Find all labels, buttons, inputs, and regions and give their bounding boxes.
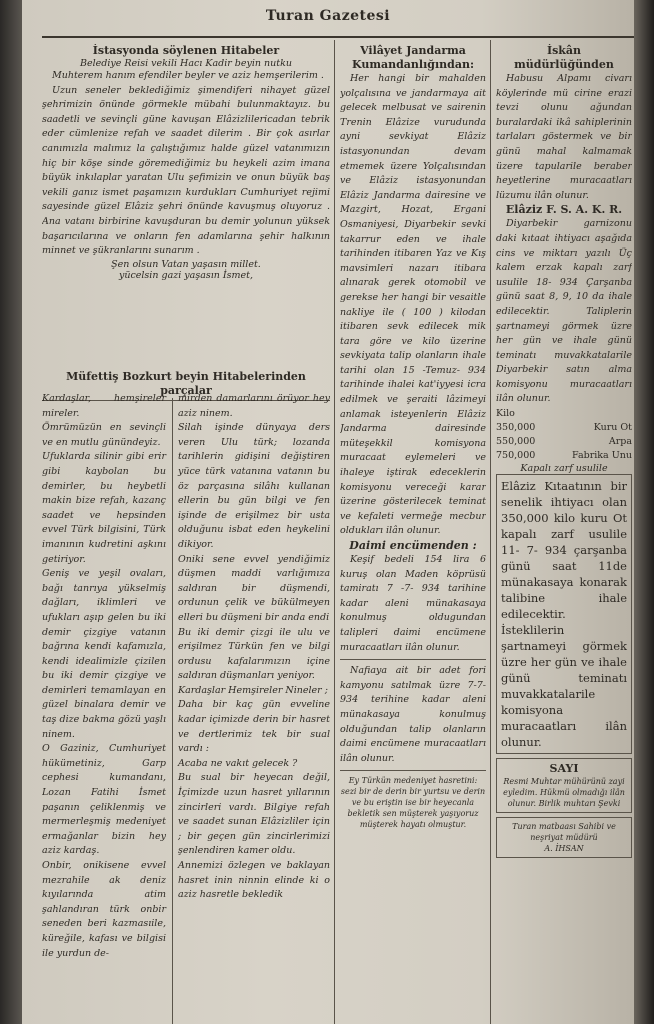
article-title: Müfettiş Bozkurt beyin Hitabelerinden parçalar [42,370,330,401]
notice-subtitle: Elâziz F. S. A. K. R. [505,203,623,217]
column-divider [334,40,335,1024]
paragraph: Keşif bedeli 154 lira 6 kuruş olan Maden köprüsü tamiratı 7 -7- 934 tarihine kadar aleni münakasaya konulmuş oldugundan talipleri daimi encümene muracaatları ilân olunur. [340,554,486,653]
notice-body [496,72,632,203]
notice-title: İskân müdürlüğünden [514,44,614,71]
paragraph: Uzun seneler beklediğimiz şimendiferi nihayet güzel şehrimizin önünde görmekle mübahi bulunmaktayız. bu saadetli ve sevinçli güne kavuşan Elâzizlilericadan tebrik eder cümlenize refah ve saadet dilerim . Bir çok asırlar canımızla malımız la çalıştığımız halde güzel vatanımızın hiç bir köşe sinde göremediğimiz bu heykeli azim imana büyük inkılaplar yaratan Ulu şefimizin ve onun büyük baş vekili ganız ismet paşamızın kurdukları Cumhuriyet rejimi sayesinde güzel Elâziz şehri önünde kavuşmuş oluyoruz . Ana vatanı birbirine kavuşduran bu demir yolunun yüksek başarıcılarına ve onların fen adamlarına şehir halkının minnet ve şükranlarını sunarım . [42,84,330,257]
notice-subtitle: Daimi encümenden : [349,539,477,552]
press-imprint [496,817,632,858]
price-row [496,435,632,449]
paragraph: Nafiaya ait bir adet fori kamyonu satılmak üzre 7-7- 934 terihine kadar aleni münakasaya konulmuş olduğundan talip olanların daimi encümene muracaatları ilân olunur. [340,665,486,764]
price-item: Fabrika Unu [572,450,632,462]
article-body-right: mirden damarlarını örüyor hey aziz ninem. Silah işinde dünyaya ders veren Ulu türk; lozanda tarihlerin gidişini değiştiren yüce türk vatanına vatanın bu öz parçasına silâhı kullanan ellerin bu gün bilgi ve fen işinde de erişilmez bir usta olduğunu isbat eden heykelini dikiyor. Oniki sene evvel yendiğimiz düşmen maddi varlığımıza saldıran bir düşmendi, ordunun çelik ve bükülmeyen elleri bu düşmeni bir anda endi Bu iki demir çizgi ile ulu ve erişilmez Türkün fen ve bilgi ordusu kafalarımızın içine saldıran düşmanları yeniyor. Kardaşlar Hemşireler Nineler ; Daha bir kaç gün evveline kadar içimizde derin bir hasret ve dertlerimiz tek bir sual vardı : Acaba ne vakıt gelecek ? Bu sual bir heyecan değil, İçimizde uzun hasret yıllarının zincirleri vardı. Bilgiye refah ve saadet sunan Elâzizliler için ; bir geçen gün zincirlerimizi şenlendiren kamer oldu. Annemizi özlegen ve baklayan hasret inin ninnin elinde ki o aziz hasretle bekledik [178,393,330,901]
closing-line: Şen olsun Vatan yaşasın millet. [111,258,261,270]
press-name: Turan matbaası Sahibi ve neşriyat müdürü [512,822,616,843]
price-list [496,407,632,463]
press-editor: A. İHSAN [544,844,584,854]
column-divider [490,40,491,1024]
price-header [496,407,632,421]
lost-seal-notice [496,758,632,813]
notice-title: Vilâyet Jandarma Kumandanlığından: [352,44,474,71]
article-byline: Belediye Reisi vekili Hacı Kadir beyin nutku [80,58,292,69]
price-row [496,421,632,435]
notice-body [340,72,486,539]
article-station-speeches [42,44,330,362]
price-header-label: Kilo [496,408,515,420]
notice-body [340,553,486,655]
newspaper-page [22,0,634,1024]
page-edge [634,0,654,1024]
footer-note: Ey Türkün medeniyet hasretini: sezi bir de derin bir yurtsu ve derin ve bu eriştin ise bir heyecanla bekletik sen müşterek yaşıyoruz müşterek hayatı olmuştur. [340,776,486,830]
masthead-rule [42,36,634,38]
notice-body [496,217,632,407]
masthead: Turan Gazetesi [265,8,391,24]
article-inspector-speech [42,370,330,1024]
settlement-notices [496,44,632,1024]
price-qty: 350,000 [496,422,536,434]
paragraph: Her hangi bir mahalden yolçalısına ve jandarmaya ait gelecek melbusat ve sairenin Trenin Elâzize vurudunda ayni sevkiyat Elâziz istasyonundan devam etmemek üzere Yolçalısından ve Elâziz istasyonundan Elâziz Jandarma dairesine ve Mazgirt, Hozat, Ergani Osmaniyesi, Diyarbekir sevki takarrur eden ve ihale tarihinden itibaren Yaz ve Kış mavsimleri nazarı itibara alınarak gerek otomobil ve gerekse her hangi bir vesaitle nakliye ile ( 100 ) kilodan itibaren sevk edilecek mik tara göre ve kilo üzerine sevkiyata talip olanların ihale tarihi olan 15 -Temuz- 934 tarihinde ihalei kat'iyyesi icra edilmek ve şeraiti lâzimeyi anlamak isteyenlerin Elâziz Jandarma dairesinde müteşekkil komisyona muracaat eylemeleri ve ihaleye iştirak edeceklerin komisyonu vereceği karar üzerine gösterilecek teminat ve kefaleti vermeğe mecbur oldukları ilân olunur. [340,73,486,537]
paragraph: Diyarbekir garnizonu daki kıtaat ihtiyacı aşağıda cins ve miktarı yazılı Üç kalem erzak kapalı zarf usulile 18- 934 Çarşanba günü saat 8, 9, 10 da ihale edilecektir. Taliplerin şartnameyi görmek üzre her gün ve ihale günü teminatı muvakkatalarile Diyarbekir satın alma komisyonu muracaatları ilân olunur. [496,218,632,405]
price-item: Kuru Ot [593,422,632,434]
price-row [496,449,632,463]
price-note: Kapalı zarf usulile [520,463,608,475]
divider [340,659,486,660]
notice-body: Resmi Muhtar mühürünü zayi eyledim. Hükmü olmadığı ilân olunur. Birlik muhtarı Şevki [503,777,625,809]
price-qty: 750,000 [496,450,536,462]
paragraph: Habusu Alpamı civarı köylerinde mü cirine erazi tevzi olunu ağundan buralardaki ikâ sahiplerinin tarlaları göstermek ve bir günü mahal kalmamak üzere tapularile beraber heyetlerine muracaatları lüzumu ilân olunur. [496,73,632,201]
gendarmerie-notice [340,44,486,1024]
price-item: Arpa [608,436,632,448]
closing-line: yücelsin gazi yaşasın İsmet, [118,269,254,281]
article-body [42,69,330,259]
divider [340,770,486,771]
price-qty: 550,000 [496,436,536,448]
large-notice: Elâziz Kıtaatının bir senelik ihtiyacı olan 350,000 kilo kuru Ot kapalı zarf usulile 11- 7- 934 çarşanba günü saat 11de münakasaya konarak talibine ihale edilecektir. İsteklilerin şartnameyi görmek üzre her gün ve ihale günü teminatı muvakkatalarile komisyona muracaatları ilân olunur. [496,474,632,754]
notice-title: SAYI [549,762,579,776]
paragraph: Muhterem hanım efendiler beyler ve aziz hemşerilerim . [52,70,324,81]
book-binding [0,0,22,1024]
article-title: İstasyonda söylenen Hitabeler [92,44,280,57]
article-body-left: Kardaşlar, hemşireler mireler. Ömrümüzün en sevinçli ve en mutlu günündeyiz. Ufuklarda silinir gibi erir gibi kaybolan bu demirler, bu heybetli makin bize refah, kazanç saadet ve hepsinden evvel Türk bilgisini, Türk imanının kudretini aşkını getiriyor. Geniş ve yeşil ovaları, bağı tanrıya yükselmiş dağları, iklimleri ve ufukları aşıp gelen bu iki demir çizgiye vatanın bağrına kendi kafamızla, kendi idealimizle çizilen bu iki demir çizgiye ve demirleri temamlayan en güzel binalara demir ve taş dize bakma gözü yaşlı ninem. O Gaziniz, Cumhuriyet hükümetiniz, Garp cephesi kumandanı, Lozan Fatihi İsmet paşanın çeliklenmiş ve mermerleşmiş medeniyet ermağanlar bizin hey aziz kardaş. Onbir, onikisene evvel mezrahile ak deniz kıyılarında atim şahlandıran türk onbir seneden beri kazmasıile, küreğile, kafası ve bilgisi ile yurdun de- [42,393,166,959]
notice-body [340,664,486,766]
